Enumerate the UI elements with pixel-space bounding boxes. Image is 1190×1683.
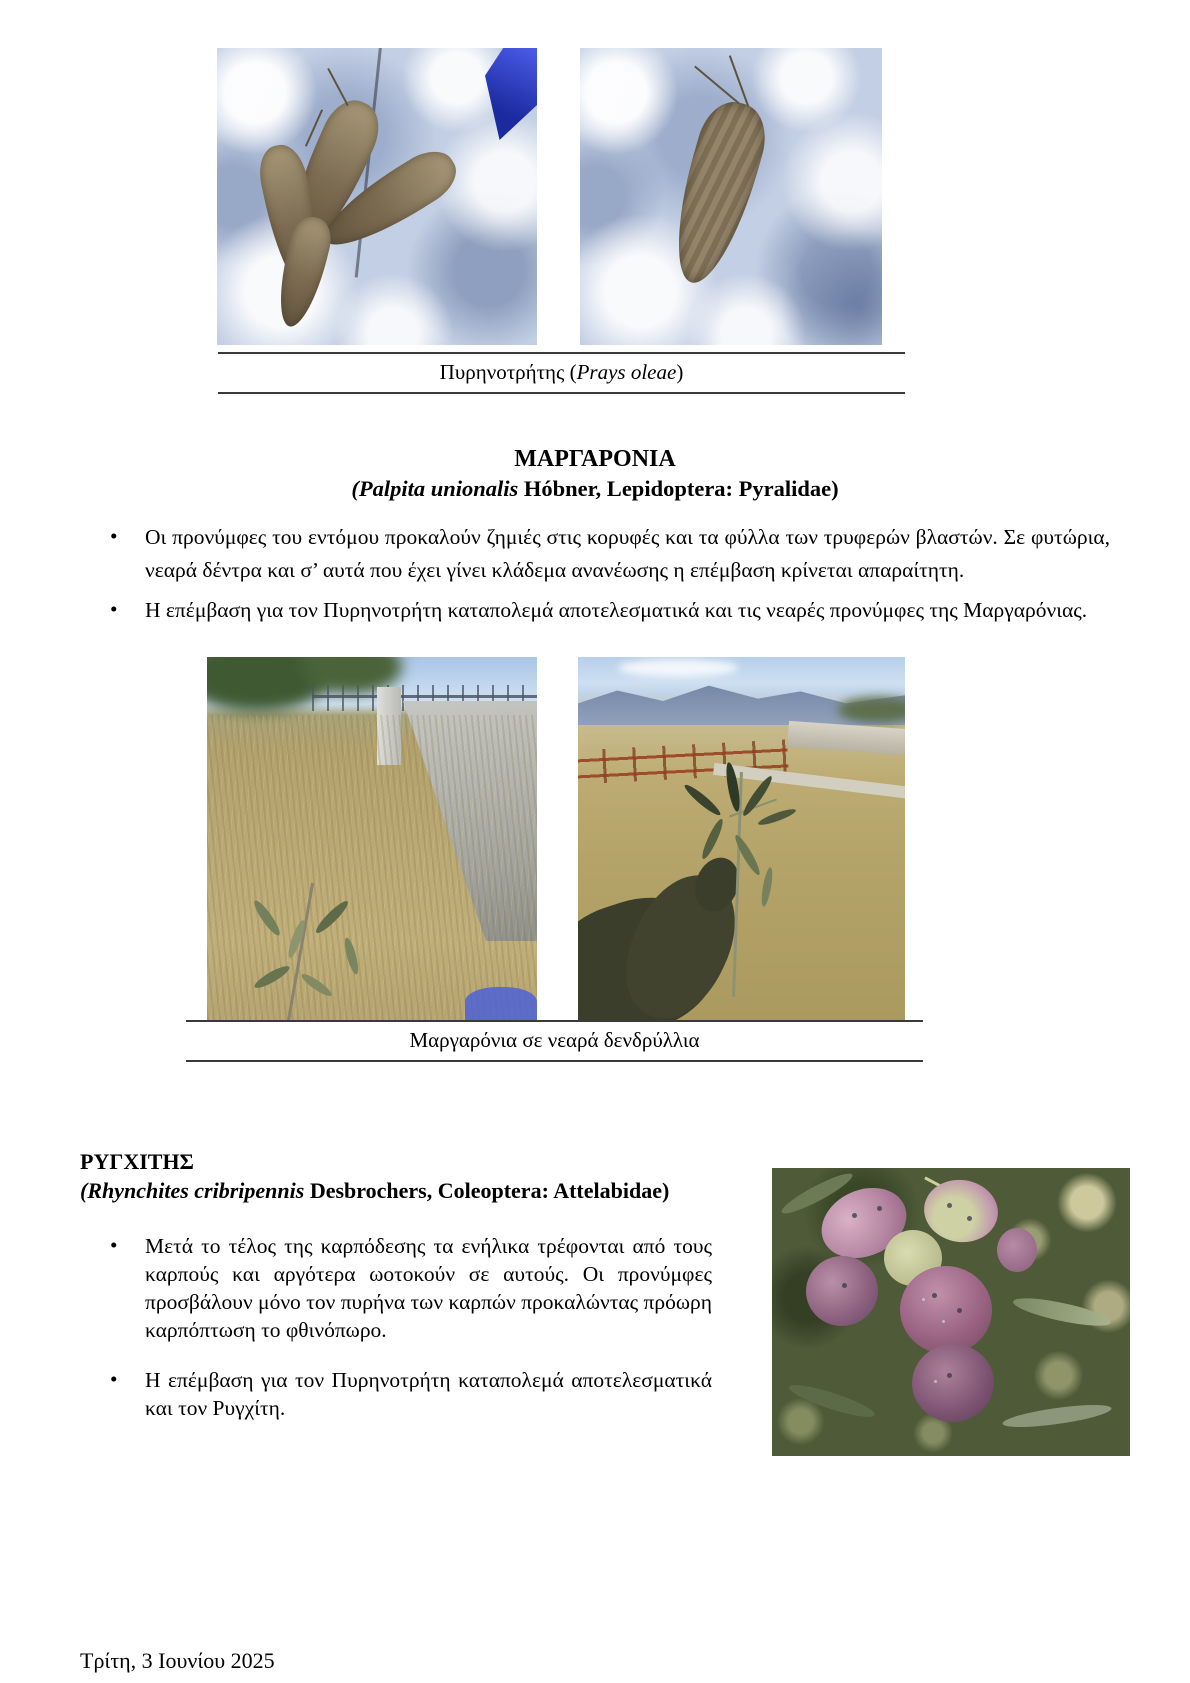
bullet-marker: •: [110, 1367, 118, 1391]
olive-dot: [947, 1203, 952, 1208]
olive-shape: [801, 1251, 882, 1330]
bullet-item: [80, 594, 1110, 627]
margaronia-bullets: [80, 521, 1110, 634]
cloud-shape: [618, 659, 738, 677]
olive-shape: [920, 1175, 1002, 1247]
blue-object-shape: [485, 48, 537, 140]
antenna-shape: [694, 66, 740, 105]
olive-speckle: [942, 1320, 945, 1323]
leaf-shape: [740, 774, 775, 818]
bullet-text: Μετά το τέλος της καρπόδεσης τα ενήλικα τρέφονται από τους καρπούς και αργότερα ωοτοκούν σε αυτούς. Οι προνύμφες προσβάλουν μόνο τον πυρήνα των καρπών προκαλώντας πρόωρη καρπόπτωση το φθινόπωρο.: [145, 1234, 712, 1342]
leaf-shape: [699, 817, 726, 861]
bullet-text: Η επέμβαση για τον Πυρηνοτρήτη καταπολεμά αποτελεσματικά και τις νεαρές προνύμφες της Μαργαρόνιας.: [145, 598, 1088, 622]
sapling-photo-left: [207, 657, 537, 1020]
bullet-text: Η επέμβαση για τον Πυρηνοτρήτη καταπολεμά αποτελεσματικά και τον Ρυγχίτη.: [145, 1368, 712, 1420]
leaf-shape: [760, 867, 775, 908]
species-name: Prays oleae: [576, 360, 677, 384]
moth-shape: [660, 95, 775, 292]
olive-dot: [932, 1293, 937, 1298]
caption-text: Μαργαρόνια σε νεαρά δενδρύλλια: [409, 1028, 700, 1052]
rynchites-bullets: [80, 1232, 712, 1444]
olive-speckle: [934, 1380, 937, 1383]
grass-texture: [207, 715, 537, 1020]
section-subtitle: [80, 1176, 740, 1205]
leaf-shape: [1001, 1400, 1112, 1431]
olive-dot: [842, 1283, 847, 1288]
olive-dot: [947, 1373, 952, 1378]
caption-text: Πυρηνοτρήτης (: [439, 360, 577, 384]
moth-photo-left: [217, 48, 537, 345]
caption-text: ): [676, 360, 684, 384]
leaf-shape: [682, 782, 723, 818]
species-name: (Palpita unionalis: [351, 476, 519, 501]
olive-dot: [957, 1308, 962, 1313]
leaf-shape: [757, 806, 797, 827]
bullet-item: [80, 1232, 712, 1344]
bullet-marker: •: [110, 524, 118, 548]
leaf-shape: [787, 1379, 878, 1422]
species-name: (Rhynchites cribripennis: [80, 1178, 305, 1203]
olive-dot: [852, 1213, 857, 1218]
bucket-shape: [465, 987, 537, 1020]
shade-shape: [780, 228, 882, 345]
margaronia-heading: [80, 444, 1110, 504]
section-subtitle: [80, 474, 1110, 504]
prays-caption: [218, 352, 905, 394]
wall-shape: [787, 721, 905, 755]
olive-shape: [909, 1341, 997, 1426]
rynchites-heading: [80, 1147, 740, 1205]
olive-shape: [997, 1228, 1037, 1272]
bullet-marker: •: [110, 1233, 118, 1257]
section-title: ΜΑΡΓΑΡΟΝΙΑ: [514, 446, 676, 472]
footer-date: Τρίτη, 3 Ιουνίου 2025: [80, 1648, 275, 1673]
olive-speckle: [922, 1298, 925, 1301]
subtitle-text: Desbrochers, Coleoptera: Attelabidae): [304, 1178, 670, 1203]
bullet-marker: •: [110, 597, 118, 621]
section-title: ΡΥΓΧΙΤΗΣ: [80, 1149, 194, 1174]
bullet-item: [80, 1366, 712, 1422]
olive-fruit-photo: [772, 1168, 1130, 1456]
sapling-photo-right: [578, 657, 905, 1020]
antenna-shape: [327, 68, 348, 106]
bullet-item: [80, 521, 1110, 587]
leaf-shape: [1011, 1293, 1113, 1331]
bullet-text: Οι προνύμφες του εντόμου προκαλούν ζημιές στις κορυφές και τα φύλλα των τρυφερών βλαστών. Σε φυτώρια, νεαρά δέντρα και σ’ αυτά που έχει γίνει κλάδεμα ανανέωσης η επέμβαση κρίνεται απαραίτητη.: [145, 525, 1110, 582]
moth-photo-right: [580, 48, 882, 345]
margaronia-caption: [186, 1020, 923, 1062]
olive-dot: [877, 1206, 882, 1211]
olive-dot: [967, 1216, 972, 1221]
subtitle-text: Hóbner, Lepidoptera: Pyralidae): [518, 476, 839, 501]
